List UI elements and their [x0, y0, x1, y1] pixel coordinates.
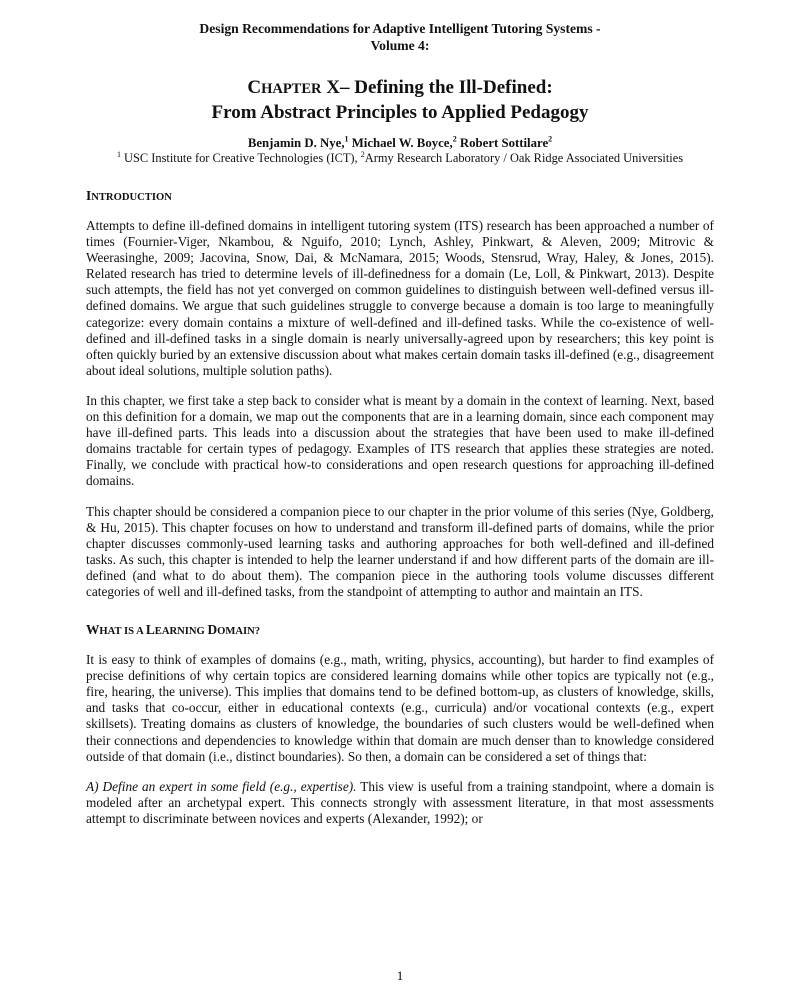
- heading-initial-a: W: [86, 622, 100, 638]
- affiliation-1: USC Institute for Creative Technologies (ICT),: [120, 151, 361, 165]
- author-3-affiliation-mark: 2: [548, 134, 553, 144]
- author-3: Robert Sottilare: [456, 136, 549, 150]
- chapter-title-line-1: [86, 76, 714, 101]
- author-list: [86, 135, 714, 151]
- heading-initial-c: D: [207, 622, 218, 638]
- author-2: Michael W. Boyce,: [348, 136, 453, 150]
- heading-rest-c: OMAIN?: [217, 626, 261, 638]
- chapter-title: [86, 76, 714, 124]
- chapter-title-text: – Defining the Ill-Defined:: [339, 77, 553, 98]
- domain-item-a: [86, 779, 714, 827]
- author-1-affiliation-mark: 1: [344, 134, 349, 144]
- affiliation-1-mark: 1: [116, 149, 121, 159]
- heading-initial: I: [86, 188, 92, 203]
- section-heading-introduction: [86, 188, 714, 206]
- series-title: [86, 20, 714, 54]
- heading-rest-a: HAT IS A: [99, 626, 146, 638]
- heading-rest: NTRODUCTION: [91, 192, 172, 203]
- chapter-number: X: [321, 77, 340, 98]
- intro-paragraph-1: Attempts to define ill-defined domains in intelligent tutoring system (ITS) research has been approached a number of times (Fournier-Viger, Nkambou, & Nguifo, 2010; Lynch, Ashley, Pinkwart, & Aleven, 2009; Mitrovic & Weerasinghe, 2009; Jacovina, Snow, Dai, & McNamara, 2015; Woods, Stensrud, Wray, Haley, & Jones, 2015). Related research has tried to determine levels of ill-definedness for a domain (Le, Loll, & Pinkwart, 2013). Despite such attempts, the field has not yet converged on common guidelines to distinguish between well-defined versus ill-defined domains. We argue that such guidelines struggle to converge because a domain is too large to meaningfully categorize: every domain contains a mixture of well-defined and ill-defined tasks. While the co-existence of well-defined and ill-defined tasks in a single domain is nearly universally-agreed upon by researchers; this key point is often quickly buried by an extensive discussion about what makes certain domain tasks ill-defined (e.g., disagreement about ideal solutions, multiple solution paths).: [86, 218, 714, 378]
- author-1: Benjamin D. Nye,: [247, 136, 345, 150]
- author-2-affiliation-mark: 2: [452, 134, 457, 144]
- domain-paragraph-1: It is easy to think of examples of domains (e.g., math, writing, physics, accounting), but harder to find examples of precise definitions of why certain topics are considered learning domains while other topics are typically not (e.g., fire, hearing, the universe). This implies that domains tend to be defined bottom-up, as clusters of knowledge, skills, and tasks that co-occur, either in educational contexts (e.g., curricula) and/or vocational contexts (e.g., expert skillsets). Treating domains as clusters of knowledge, the boundaries of such clusters would be well-defined when their connections and dependencies to knowledge within that domain are much denser than to knowledge considered outside of that domain (i.e., distinct boundaries). So then, a domain can be considered a set of things that:: [86, 652, 714, 764]
- affiliations: [86, 151, 714, 166]
- affiliation-2: Army Research Laboratory / Oak Ridge Associated Universities: [364, 151, 684, 165]
- intro-paragraph-3: This chapter should be considered a companion piece to our chapter in the prior volume of this series (Nye, Goldberg, & Hu, 2015). This chapter focuses on how to understand and transform ill-defined parts of domains, while the prior chapter discusses commonly-used learning tasks and authoring approaches for both well-defined and ill-defined tasks. As such, this chapter is intended to help the learner understand if and how different parts of the domain are ill-defined (and what to do about them). The companion piece in the authoring tools volume discusses different categories of well and ill-defined tasks, from the standpoint of attempting to author and maintain an ITS.: [86, 503, 714, 599]
- heading-initial-b: L: [145, 622, 155, 638]
- series-title-line-2: Volume 4:: [370, 38, 430, 53]
- chapter-label-rest: HAPTER: [261, 81, 322, 97]
- domain-item-a-label: A) Define an expert in some field (e.g., expertise).: [86, 778, 357, 794]
- heading-rest-b: EARNING: [154, 626, 208, 638]
- chapter-label-initial: C: [247, 77, 262, 98]
- affiliation-2-mark: 2: [360, 149, 365, 159]
- section-heading-learning-domain: [86, 622, 714, 640]
- page-number: 1: [396, 968, 404, 983]
- series-title-line-1: Design Recommendations for Adaptive Intelligent Tutoring Systems -: [199, 21, 601, 36]
- domain-item-a-text: This view is useful from a training standpoint, where a domain is modeled after an archetypal expert. This connects strongly with assessment literature, in that most assessments attempt to discriminate between novices and experts (Alexander, 1992); or: [86, 778, 714, 826]
- chapter-title-line-2: From Abstract Principles to Applied Pedagogy: [211, 102, 589, 123]
- intro-paragraph-2: In this chapter, we first take a step back to consider what is meant by a domain in the context of learning. Next, based on this definition for a domain, we map out the components that are in a learning domain, since each component may have ill-defined parts. This leads into a discussion about the strategies that have been used to make ill-defined domains tractable for certain types of pedagogy. Examples of ITS research that applies these strategies are noted. Finally, we conclude with practical how-to considerations and open research questions for approaching ill-defined domains.: [86, 392, 714, 489]
